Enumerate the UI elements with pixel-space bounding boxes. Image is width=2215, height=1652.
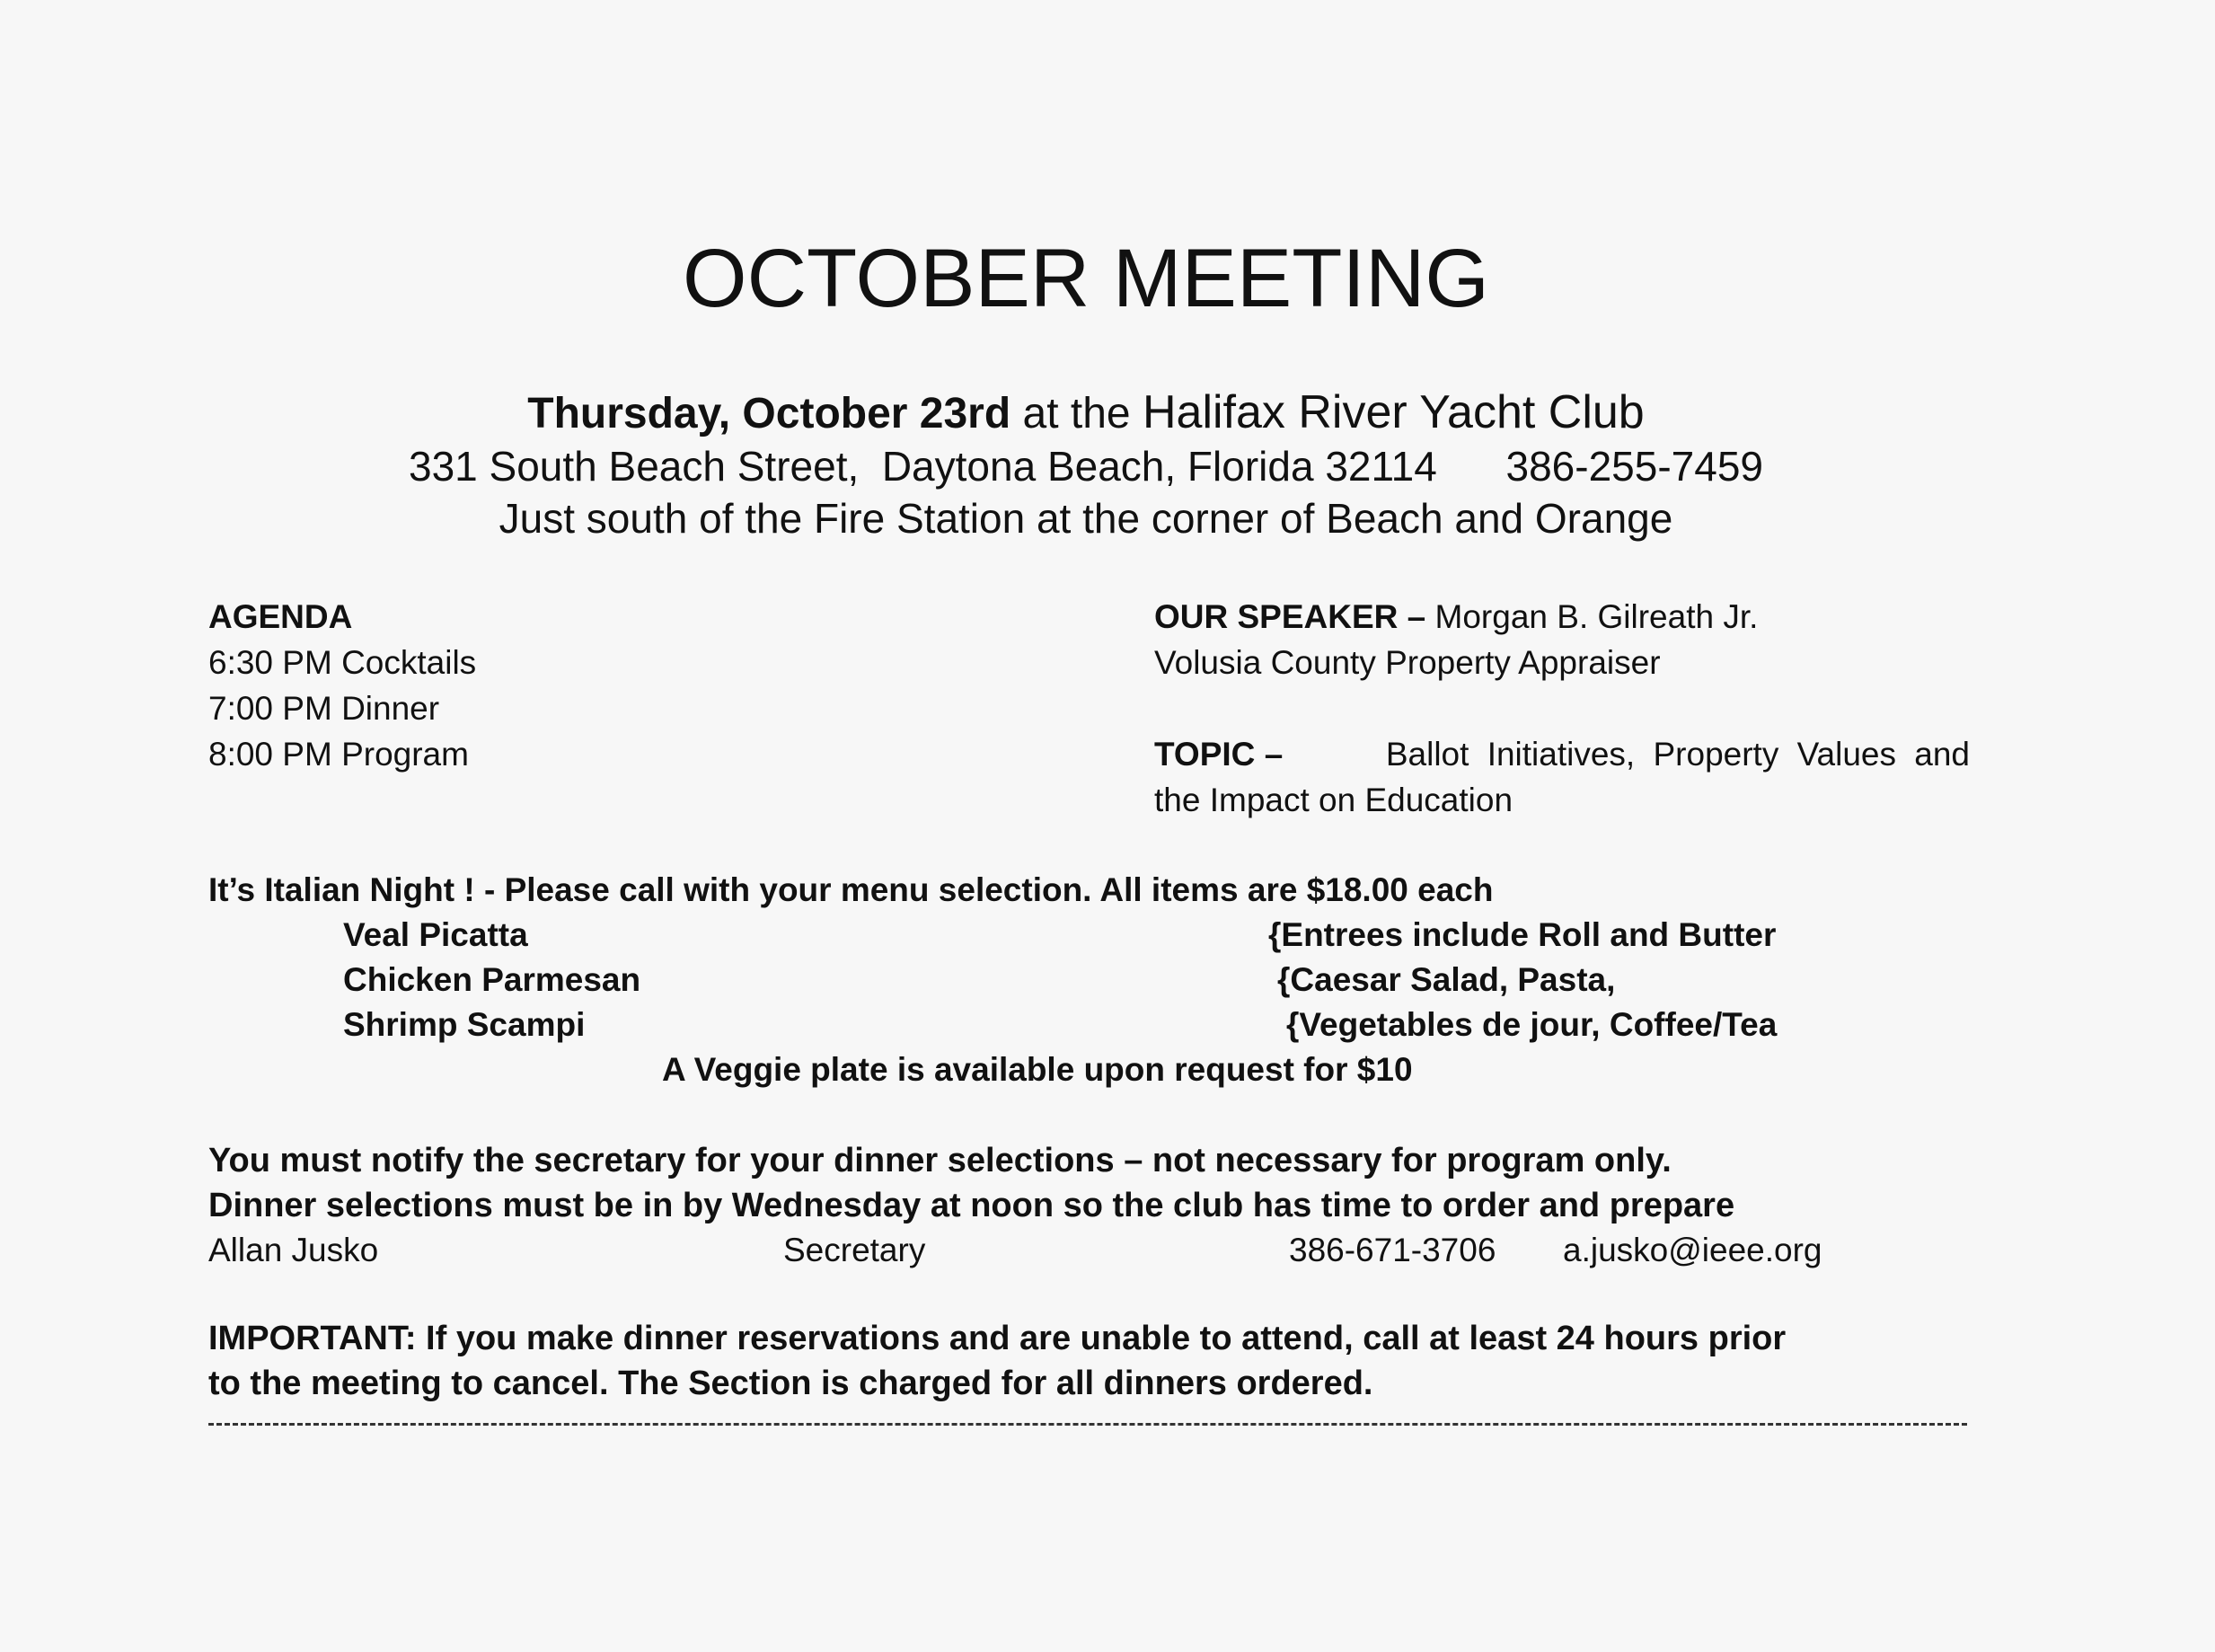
menu-includes: {Entrees include Roll and Butter (1268, 916, 1777, 953)
menu-entree: Veal Picatta (343, 916, 528, 953)
address-street: 331 South Beach Street, (409, 443, 860, 490)
notice-line: You must notify the secretary for your dinner selections – not necessary for program only. (208, 1142, 1672, 1179)
event-date: Thursday, October 23rd (527, 390, 1011, 437)
agenda-item: 8:00 PM Program (208, 736, 469, 773)
menu-includes: {Caesar Salad, Pasta, (1277, 961, 1616, 998)
cut-line-divider (208, 1423, 1967, 1426)
address-city: Daytona Beach, Florida 32114 (881, 443, 1437, 490)
speaker-label: OUR SPEAKER (1154, 598, 1399, 635)
speaker-name: Morgan B. Gilreath Jr. (1434, 598, 1759, 635)
topic-label: TOPIC (1154, 736, 1256, 773)
important-line: to the meeting to cancel. The Section is charged for all dinners ordered. (208, 1365, 1373, 1402)
page-title: OCTOBER MEETING (683, 233, 1489, 324)
address-phone: 386-255-7459 (1505, 443, 1763, 490)
event-when (0, 386, 2172, 440)
important-line: IMPORTANT: If you make dinner reservations and are unable to attend, call at least 24 hours prior (208, 1320, 1787, 1357)
notice-line: Dinner selections must be in by Wednesday at noon so the club has time to order and prepare (208, 1187, 1735, 1224)
topic-dash: – (1264, 736, 1284, 773)
topic-text-continued: the Impact on Education (1154, 782, 1513, 818)
menu-includes: {Vegetables de jour, Coffee/Tea (1286, 1006, 1778, 1043)
contact-email[interactable]: a.jusko@ieee.org (1563, 1232, 1822, 1268)
event-directions: Just south of the Fire Station at the corner of Beach and Orange (499, 495, 1673, 542)
topic-line (1154, 734, 1970, 775)
contact-role: Secretary (783, 1232, 926, 1268)
contact-name: Allan Jusko (208, 1232, 379, 1268)
contact-phone: 386-671-3706 (1289, 1232, 1496, 1268)
event-connector: at the (1022, 390, 1131, 437)
agenda-item: 6:30 PM Cocktails (208, 644, 477, 681)
agenda-item: 7:00 PM Dinner (208, 690, 440, 727)
event-venue: Halifax River Yacht Club (1142, 386, 1645, 438)
agenda-heading: AGENDA (208, 598, 353, 635)
topic-text: Ballot Initiatives, Property Values and (1385, 736, 1970, 773)
menu-veggie: A Veggie plate is available upon request for $10 (662, 1051, 1413, 1088)
speaker-dash: – (1407, 598, 1426, 635)
menu-entree: Shrimp Scampi (343, 1006, 586, 1043)
speaker-line (1154, 596, 1758, 638)
menu-intro: It’s Italian Night ! - Please call with your menu selection. All items are $18.00 each (208, 871, 1494, 908)
speaker-title: Volusia County Property Appraiser (1154, 644, 1661, 681)
menu-entree: Chicken Parmesan (343, 961, 641, 998)
event-address (0, 441, 2172, 491)
